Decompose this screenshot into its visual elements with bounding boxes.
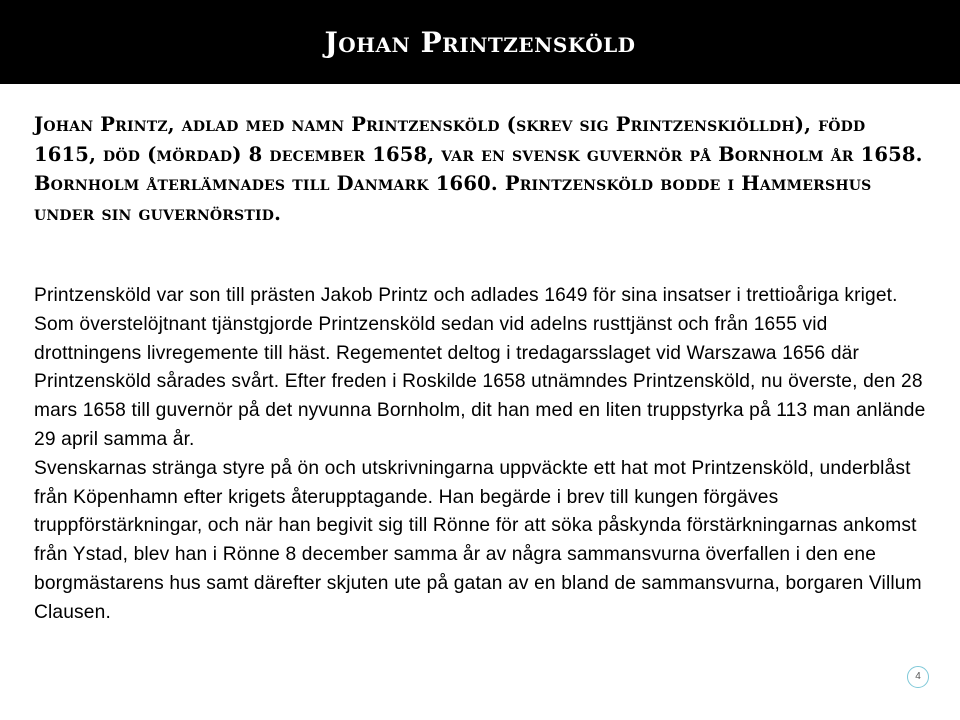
slide-number-badge: 4 <box>907 666 929 688</box>
slide-title: Johan Printzensköld <box>324 26 636 59</box>
lead-paragraph: Johan Printz, adlad med namn Printzensköld (skrev sig Printzenskiölldh), född 1615, död (mördad) 8 december 1658, var en svensk guvernör på Bornholm år 1658. Bornholm återlämnades till Danmark 1660. Printzensköld bodde i Hammershus under sin guvernörstid. <box>34 113 923 225</box>
title-bar <box>0 0 960 84</box>
body-text <box>34 282 939 628</box>
body-paragraph-2: Svenskarnas stränga styre på ön och utskrivningarna uppväckte ett hat mot Printzensköld, underblåst från Köpenhamn efter krigets återupptagande. Han begärde i brev till kungen förgäves truppförstärkningar, och när han begivit sig till Rönne för att söka påskynda förstärkningarnas ankomst från Ystad, blev han i Rönne 8 december samma år av några sammansvurna överfallen i den ene borgmästarens hus samt därefter skjuten ute på gatan av en bland de sammansvurna, borgaren Villum Clausen. <box>34 457 922 623</box>
body-paragraph-1: Printzensköld var son till prästen Jakob Printz och adlades 1649 för sina insatser i trettioåriga kriget. Som överstelöjtnant tjänstgjorde Printzensköld sedan vid adelns rusttjänst och från 1655 vid drottningens livregemente till häst. Regementet deltog i tredagarsslaget vid Warszawa 1656 där Printzensköld sårades svårt. Efter freden i Roskilde 1658 utnämndes Printzensköld, nu överste, den 28 mars 1658 till guvernör på det nyvunna Bornholm, dit han med en liten truppstyrka på 113 man anlände 29 april samma år. <box>34 285 926 450</box>
